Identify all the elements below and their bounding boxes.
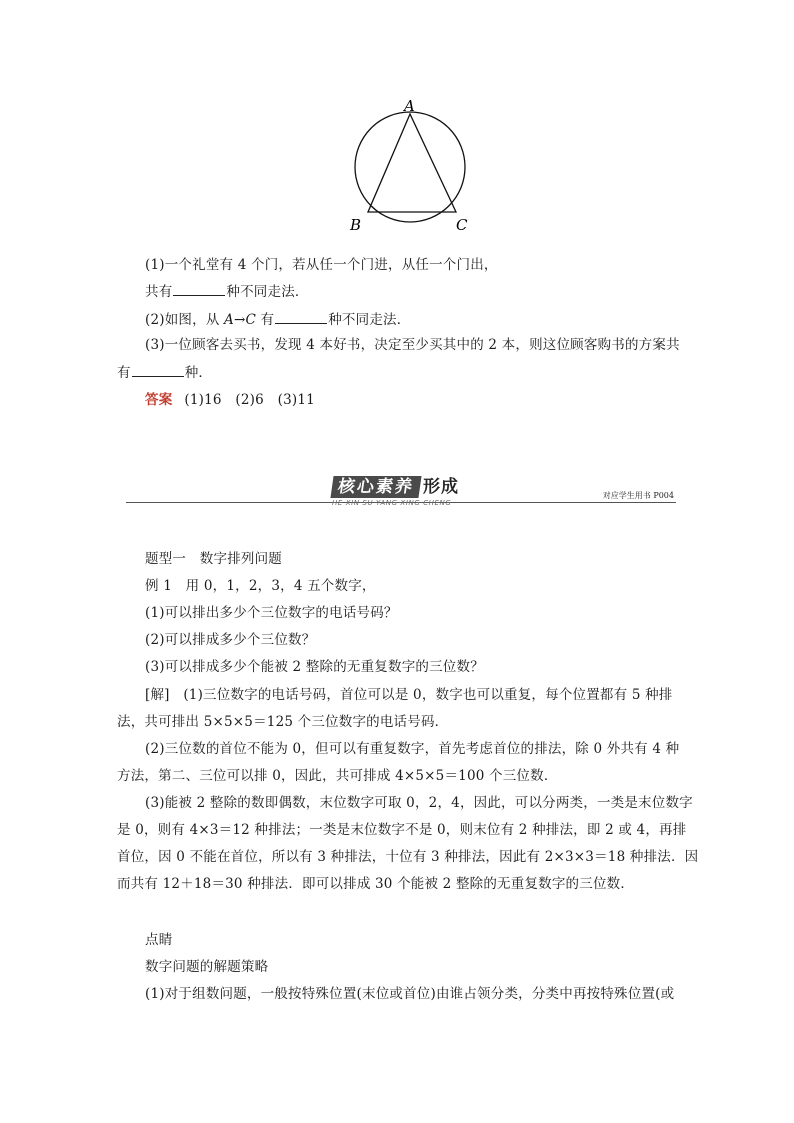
- vertex-a-label: A: [404, 100, 415, 115]
- solution-2-line-2: 方法，第二、三位可以排 0，因此，共可排成 4×5×5＝100 个三位数．: [117, 768, 558, 784]
- banner-box-title: 核心素养: [330, 476, 421, 498]
- answer-line: [145, 391, 315, 409]
- answer-label: 答案: [145, 392, 173, 408]
- solution-2-line-1: (2)三位数的首位不能为 0，但可以有重复数字，首先考虑首位的排法，除 0 外共有 4 种: [145, 741, 680, 757]
- question-2: [145, 310, 410, 329]
- answer-blank: [132, 363, 184, 377]
- question-3-prefix: 有: [117, 365, 131, 381]
- example-part-3: (3)可以排成多少个能被 2 整除的无重复数字的三位数？: [145, 659, 484, 675]
- solution-3-line-4: 而共有 12＋18＝30 种排法．即可以排成 30 个能被 2 整除的无重复数字的三位数．: [117, 876, 635, 892]
- circumscribed-circle: [355, 112, 465, 222]
- answer-blank: [173, 282, 225, 296]
- answer-blank: [275, 310, 327, 324]
- tip-item-1: (1)对于组数问题，一般按特殊位置(末位或首位)由谁占领分类，分类中再按特殊位置(或: [145, 986, 675, 1002]
- vertex-b-label: B: [350, 216, 362, 234]
- banner-reference: 对应学生用书 P004: [599, 490, 674, 501]
- question-1-line-1: (1)一个礼堂有 4 个门，若从任一个门进，从任一个门出，: [145, 257, 498, 273]
- question-1-line-2: [145, 282, 309, 301]
- tip-title: 点睛: [145, 932, 173, 948]
- section-banner: [126, 472, 676, 512]
- banner-subtitle: HE XIN SU YANG XING CHENG: [332, 499, 452, 507]
- question-1-suffix: 种不同走法．: [226, 284, 309, 300]
- example-1: 例 1 用 0，1，2，3，4 五个数字，: [145, 578, 376, 594]
- example-part-2: (2)可以排成多少个三位数？: [145, 632, 316, 648]
- question-3-line-2: [117, 363, 212, 382]
- type-title: 题型一 数字排列问题: [145, 551, 282, 567]
- answer-text: (1)16 (2)6 (3)11: [184, 392, 315, 408]
- question-2-prefix: (2)如图，从: [145, 312, 225, 328]
- solution-1-line-1: [解] (1)三位数字的电话号码，首位可以是 0，数字也可以重复，每个位置都有 5 种排: [145, 687, 673, 703]
- question-3-suffix: 种．: [184, 365, 213, 381]
- question-2-suffix: 种不同走法．: [328, 312, 411, 328]
- solution-1-line-2: 法，共可排出 5×5×5＝125 个三位数字的电话号码．: [117, 714, 449, 730]
- example-part-1: (1)可以排出多少个三位数字的电话号码？: [145, 605, 398, 621]
- vertex-c-label: C: [456, 216, 468, 234]
- question-1-prefix: 共有: [145, 284, 173, 300]
- banner-title-suffix: 形成: [423, 477, 459, 497]
- circle-triangle-figure: [340, 100, 490, 240]
- solution-3-line-1: (3)能被 2 整除的数即偶数，末位数字可取 0，2，4，因此，可以分两类，一类是末位数字: [145, 795, 693, 811]
- tip-subtitle: 数字问题的解题策略: [145, 959, 269, 975]
- solution-3-line-2: 是 0，则有 4×3＝12 种排法；一类是末位数字不是 0，则末位有 2 种排法，即 2 或 4，再排: [117, 822, 687, 838]
- question-2-path: A→C: [224, 312, 257, 328]
- solution-3-line-3: 首位，因 0 不能在首位，所以有 3 种排法，十位有 3 种排法，因此有 2×3×3＝18 种排法．因: [117, 849, 699, 865]
- question-3-line-1: (3)一位顾客去买书，发现 4 本好书，决定至少买其中的 2 本，则这位顾客购书的方案共: [145, 337, 680, 353]
- inscribed-triangle: [368, 114, 456, 212]
- question-2-mid: 有: [256, 312, 275, 328]
